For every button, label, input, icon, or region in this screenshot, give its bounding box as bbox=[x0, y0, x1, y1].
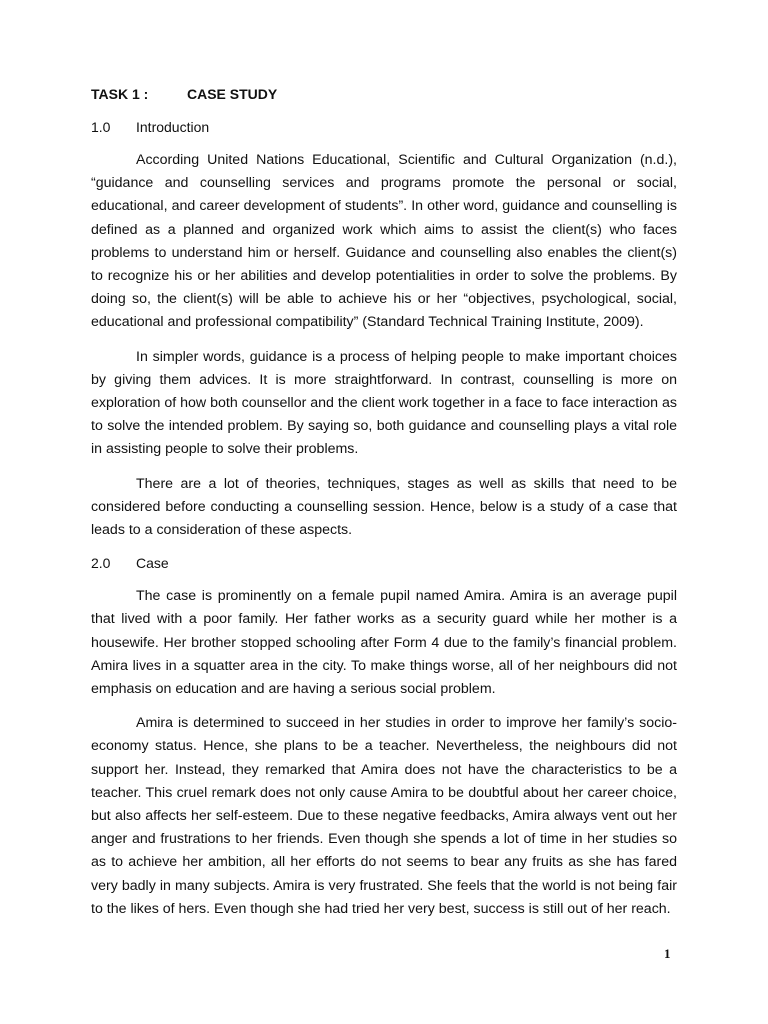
paragraph: Amira is determined to succeed in her studies in order to improve her family’s socio-economy status. Hence, she plans to be a teacher. Nevertheless, the neighbours did not support her. Instead, they remarked that Amira does not have the characteristics to be a teacher. This cruel remark does not only cause Amira to be doubtful about her career choice, but also affects her self-esteem. Due to these negative feedbacks, Amira always vent out her anger and frustrations to her friends. Even though she spends a lot of time in her studies so as to achieve her ambition, all her efforts do not seems to bear any fruits as she has fared very badly in many subjects. Amira is very frustrated. She feels that the world is not being fair to the likes of hers. Even though she had tried her very best, success is still out of her reach. bbox=[91, 715, 677, 917]
paragraph: The case is prominently on a female pupil named Amira. Amira is an average pupil that lived with a poor family. Her father works as a security guard while her mother is a housewife. Her brother stopped schooling after Form 4 due to the family’s financial problem. Amira lives in a squatter area in the city. To make things worse, all of her neighbours did not emphasis on education and are having a serious social problem. bbox=[91, 588, 677, 698]
task-label: TASK 1 : bbox=[91, 86, 149, 102]
task-name: CASE STUDY bbox=[187, 86, 278, 102]
task-title bbox=[91, 84, 677, 104]
section-title: Introduction bbox=[136, 119, 210, 135]
section-title: Case bbox=[136, 555, 169, 572]
section-number: 1.0 bbox=[91, 119, 111, 135]
section-heading-case bbox=[91, 553, 677, 573]
page-number: 1 bbox=[664, 946, 671, 961]
section-number: 2.0 bbox=[91, 555, 111, 572]
paragraph: According United Nations Educational, Scientific and Cultural Organization (n.d.), “guidance and counselling services and programs promote the personal or social, educational, and career development of students”. In other word, guidance and counselling is defined as a planned and organized work which aims to assist the client(s) who faces problems to understand him or herself. Guidance and counselling also enables the client(s) to recognize his or her abilities and develop potentialities in order to solve the problems. By doing so, the client(s) will be able to achieve his or her “objectives, psychological, social, educational and professional compatibility” (Standard Technical Training Institute, 2009). bbox=[91, 152, 677, 331]
section-heading-introduction bbox=[91, 117, 677, 137]
document-page bbox=[91, 84, 677, 932]
paragraph: In simpler words, guidance is a process of helping people to make important choices by giving them advices. It is more straightforward. In contrast, counselling is more on exploration of how both counsellor and the client work together in a face to face interaction as to solve the intended problem. By saying so, both guidance and counselling plays a vital role in assisting people to solve their problems. bbox=[91, 348, 677, 458]
paragraph: There are a lot of theories, techniques, stages as well as skills that need to be considered before conducting a counselling session. Hence, below is a study of a case that leads to a consideration of these aspects. bbox=[91, 475, 677, 539]
